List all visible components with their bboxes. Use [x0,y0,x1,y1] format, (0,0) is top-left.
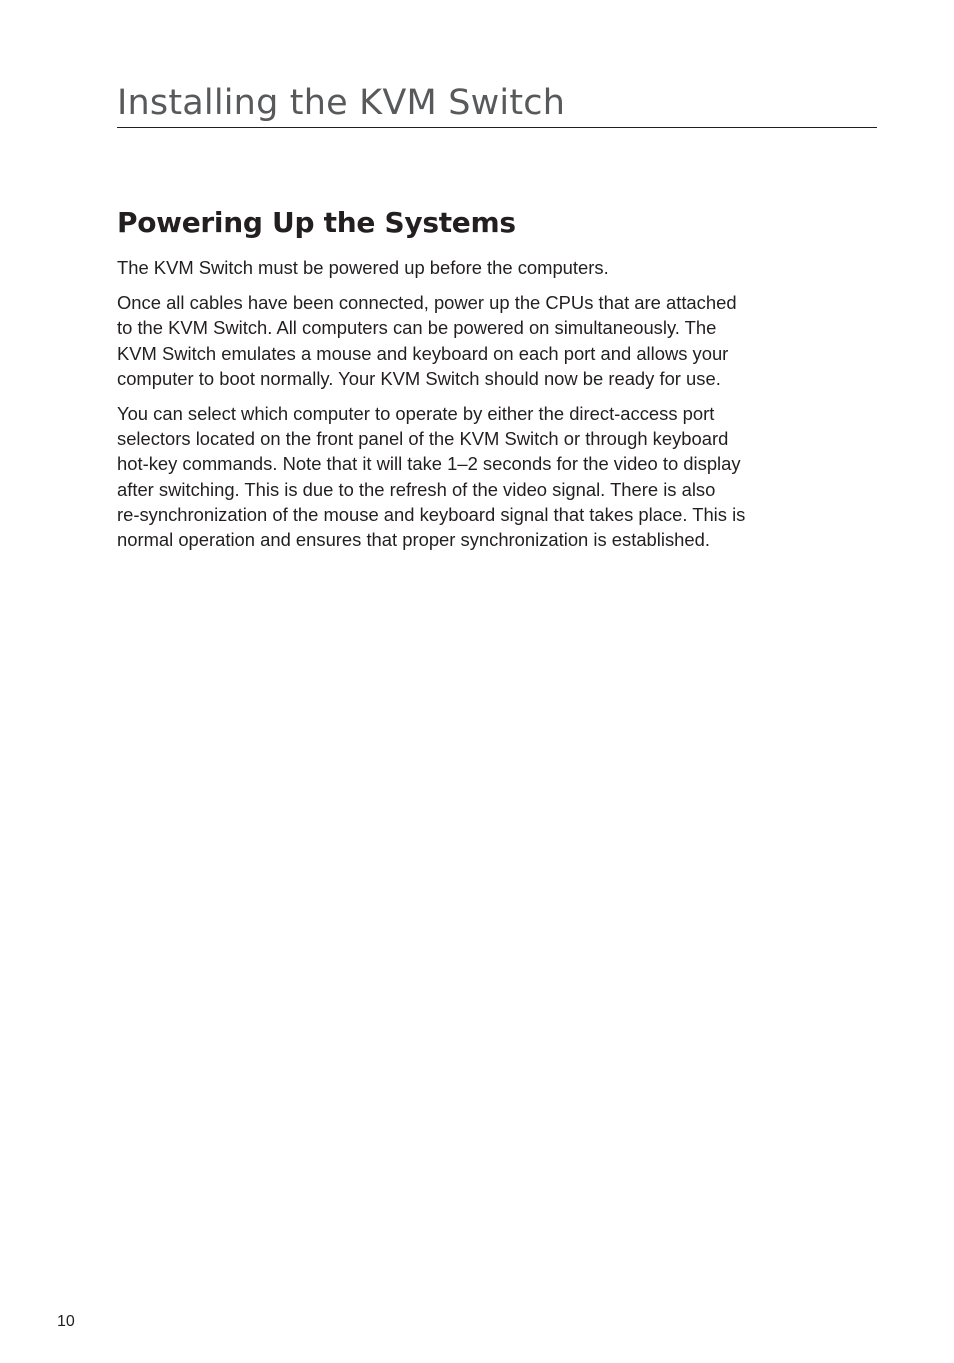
paragraph-select-computer: You can select which computer to operate by either the direct-access port selectors located on the front panel of the KVM Switch or through keyboard hot-key commands. Note that it will take 1–2 seconds for the video to display after switching. This is due to the refresh of the video signal. There is also re-synchronization of the mouse and keyboard signal that takes place. This is normal operation and ensures that proper synchronization is established. [117,403,746,551]
page-number: 10 [57,1313,75,1330]
paragraph-power-up-cpus: Once all cables have been connected, power up the CPUs that are attached to the KVM Switch. All computers can be powered on simultaneously. The KVM Switch emulates a mouse and keyboard on each port and allows your computer to boot normally. Your KVM Switch should now be ready for use. [117,292,737,389]
page-title: Installing the KVM Switch [117,83,566,123]
section-powering-up [117,203,837,562]
paragraph-power-order: The KVM Switch must be powered up before the computers. [117,257,609,278]
section-heading: Powering Up the Systems [117,206,516,239]
page-header [117,78,877,128]
